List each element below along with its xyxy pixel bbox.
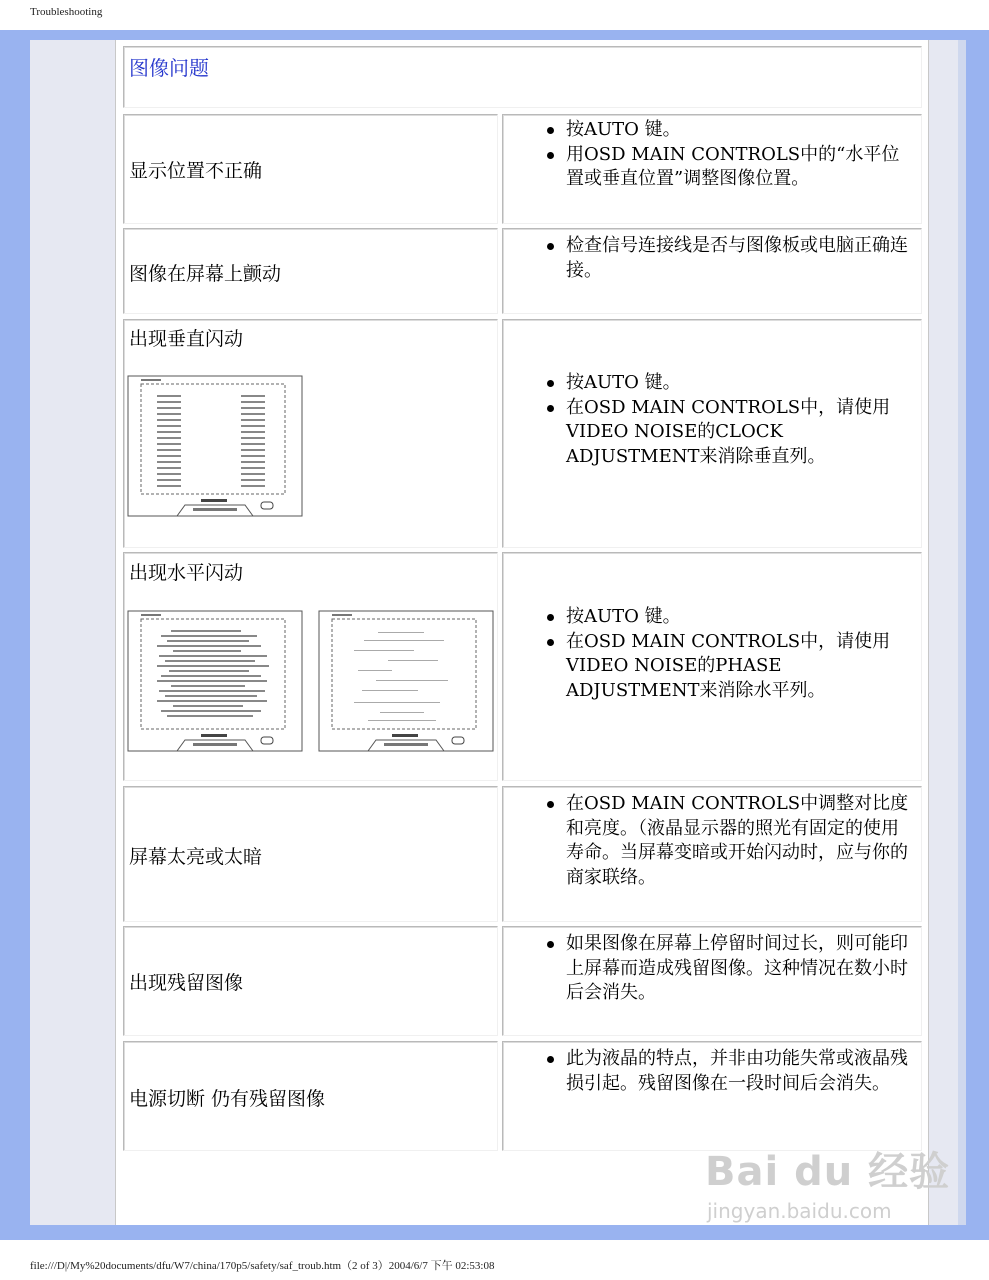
problem-label: 屏幕太亮或太暗 [129,846,263,868]
solution-list [545,118,915,192]
section-title: 图像问题 [129,56,209,80]
section-header-cell [123,46,922,108]
solution-item: 在OSD MAIN CONTROLS中，请使用VIDEO NOISE的PHASE ADJUSTMENT来消除水平列。 [545,630,915,704]
solution-item: 按AUTO 键。 [545,371,915,396]
watermark-logo: Bai du 经验 [705,1149,951,1195]
problem-label: 出现垂直闪动 [129,328,244,350]
solution-list [545,605,915,703]
solution-item: 在OSD MAIN CONTROLS中，请使用VIDEO NOISE的CLOCK ADJUSTMENT来消除垂直列。 [545,396,915,470]
solution-item: 检查信号连接线是否与图像板或电脑正确连接。 [545,234,915,283]
solution-item: 用OSD MAIN CONTROLS中的“水平位置或垂直位置”调整图像位置。 [545,143,915,192]
problem-label: 电源切断 仍有残留图像 [129,1088,326,1110]
problem-label: 图像在屏幕上颤动 [129,263,282,285]
solution-list [545,234,915,283]
print-footer-path: file:///D|/My%20documents/dfu/W7/china/170p5/safety/saf_troub.htm（2 of 3）2004/6/7 下午 02:53:08 [30,1260,495,1272]
problem-label: 显示位置不正确 [129,160,263,182]
baidu-watermark [705,1140,950,1223]
solution-list [545,792,915,890]
problem-label: 出现残留图像 [129,972,244,994]
solution-item: 按AUTO 键。 [545,118,915,143]
solution-list [545,1047,915,1096]
solution-item: 在OSD MAIN CONTROLS中调整对比度和亮度。（液晶显示器的照光有固定的使用寿命。当屏幕变暗或开始闪动时，应与你的商家联络。 [545,792,915,890]
problem-label: 出现水平闪动 [129,562,244,584]
solution-list [545,371,915,469]
print-header-title: Troubleshooting [30,6,103,18]
monitor-vertical-flicker-icon [127,375,303,517]
monitor-horizontal-flicker-light-icon [318,610,494,752]
monitor-horizontal-flicker-icon [127,610,303,752]
solution-list [545,932,915,1006]
watermark-url: jingyan.baidu.com [707,1199,892,1223]
solution-item: 如果图像在屏幕上停留时间过长，则可能印上屏幕而造成残留图像。这种情况在数小时后会消失。 [545,932,915,1006]
right-strip [958,40,966,1225]
solution-item: 此为液晶的特点，并非由功能失常或液晶残损引起。残留图像在一段时间后会消失。 [545,1047,915,1096]
solution-item: 按AUTO 键。 [545,605,915,630]
